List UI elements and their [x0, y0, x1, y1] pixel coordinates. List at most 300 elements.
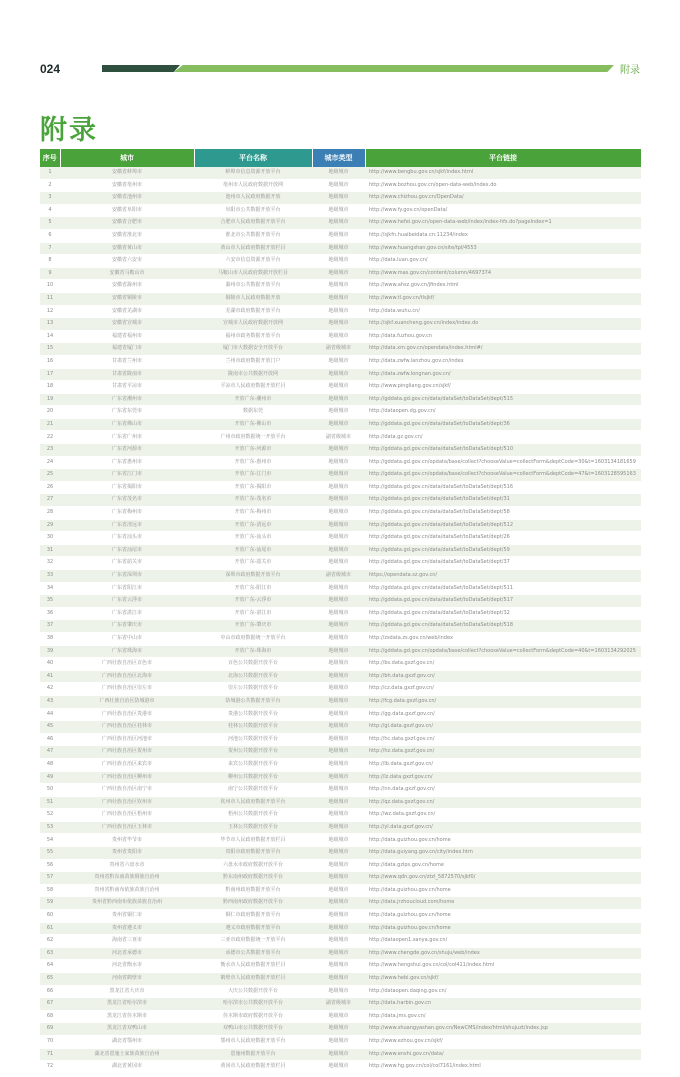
row-city-type: 地级城市: [312, 507, 365, 520]
row-platform-link[interactable]: http://data.guizhou.gov.cn/home: [365, 922, 641, 935]
row-city-type: 地级城市: [312, 985, 365, 998]
row-city: 广西壮族自治区桂林市: [60, 721, 194, 734]
row-platform-link[interactable]: http://gddata.gd.gov.cn/data/dataSet/toDataSet/dept/26: [365, 532, 641, 545]
row-city-type: 地级城市: [312, 721, 365, 734]
row-city-type: 地级城市: [312, 444, 365, 457]
row-index: 70: [40, 1035, 60, 1048]
row-city-type: 地级城市: [312, 355, 365, 368]
table-row: [40, 746, 641, 759]
row-index: 13: [40, 318, 60, 331]
row-city: 安徽省合肥市: [60, 217, 194, 230]
row-city-type: 地级城市: [312, 557, 365, 570]
row-city-type: 地级城市: [312, 809, 365, 822]
row-city-type: 地级城市: [312, 897, 365, 910]
row-platform-link[interactable]: http://www.hg.gov.cn/col/col7161/index.html: [365, 1061, 641, 1074]
row-city-type: 地级城市: [312, 834, 365, 847]
row-city-type: 地级城市: [312, 771, 365, 784]
row-platform-name: 中山市政府数据统一开放平台: [194, 632, 312, 645]
row-platform-link[interactable]: http://www.hebi.gov.cn/sjkf/: [365, 973, 641, 986]
row-city: 黑龙江省佳木斯市: [60, 1010, 194, 1023]
table-row: [40, 973, 641, 986]
row-platform-name: 开放广东-揭阳市: [194, 481, 312, 494]
row-platform-link[interactable]: http://gddata.gd.gov.cn/data/dataSet/toDataSet/dept/512: [365, 519, 641, 532]
table-row: [40, 481, 641, 494]
row-index: 41: [40, 670, 60, 683]
row-platform-link[interactable]: http://gddata.gd.gov.cn/data/dataSet/toDataSet/dept/510: [365, 444, 641, 457]
row-platform-link[interactable]: http://data.zwfw.lanzhou.gov.cn/index: [365, 355, 641, 368]
table-row: [40, 494, 641, 507]
row-platform-link[interactable]: http://gddata.gd.gov.cn/data/dataSet/toDataSet/dept/58: [365, 507, 641, 520]
row-city-type: 地级城市: [312, 683, 365, 696]
row-city: 广东省韶关市: [60, 557, 194, 570]
row-platform-link[interactable]: http://lb.data.gxzf.gov.cn/: [365, 758, 641, 771]
table-row: [40, 670, 641, 683]
table-row: [40, 683, 641, 696]
table-row: [40, 821, 641, 834]
row-platform-name: 承德市公共数据开放平台: [194, 947, 312, 960]
row-platform-link[interactable]: http://data.jrzhoucloud.com/home: [365, 897, 641, 910]
row-platform-link[interactable]: http://www.bozhou.gov.cn/open-data-web/index.do: [365, 179, 641, 192]
row-platform-name: 钦州市人民政府数据开放平台: [194, 796, 312, 809]
row-platform-link[interactable]: http://gddata.gd.gov.cn/opdata/base/collect?chooseValue=collectForm&deptCode=30&t=1603134181659: [365, 456, 641, 469]
row-index: 50: [40, 784, 60, 797]
row-platform-name: 开放广东-佛山市: [194, 418, 312, 431]
table-row: [40, 1061, 641, 1074]
table-row: [40, 947, 641, 960]
row-platform-name: 开放广东-潮州市: [194, 393, 312, 406]
row-city-type: 副省级城市: [312, 431, 365, 444]
row-platform-link[interactable]: http://data.wuhu.cn/: [365, 305, 641, 318]
row-platform-link[interactable]: http://www.shuangyashan.gov.cn/NewCMS/index/html/shujuzt/index.jsp: [365, 1023, 641, 1036]
row-platform-name: 梧州公共数据开放平台: [194, 809, 312, 822]
row-city: 广东省茂名市: [60, 494, 194, 507]
row-platform-link[interactable]: https://opendata.sz.gov.cn/: [365, 570, 641, 583]
row-platform-name: 蚌埠市信息资源开放平台: [194, 167, 312, 179]
row-platform-name: 三亚市政府数据统一开放平台: [194, 935, 312, 948]
row-platform-link[interactable]: http://www.mas.gov.cn/content/column/4697374: [365, 267, 641, 280]
row-index: 23: [40, 444, 60, 457]
row-city-type: 地级城市: [312, 582, 365, 595]
row-city: 甘肃省平凉市: [60, 381, 194, 394]
row-city-type: 地级城市: [312, 368, 365, 381]
row-city: 广东省汕尾市: [60, 544, 194, 557]
row-city-type: 地级城市: [312, 292, 365, 305]
row-platform-link[interactable]: http://dataopen.dg.gov.cn/: [365, 406, 641, 419]
row-platform-name: 开放广东-韶关市: [194, 557, 312, 570]
table-row: [40, 771, 641, 784]
row-city-type: 地级城市: [312, 1035, 365, 1048]
row-index: 5: [40, 217, 60, 230]
row-platform-link[interactable]: http://data.fuzhou.gov.cn: [365, 330, 641, 343]
row-index: 71: [40, 1048, 60, 1061]
row-index: 40: [40, 658, 60, 671]
row-city-type: 地级城市: [312, 960, 365, 973]
row-platform-name: 平凉市人民政府数据开放栏目: [194, 381, 312, 394]
table-row: [40, 645, 641, 658]
table-row: [40, 695, 641, 708]
row-city-type: 地级城市: [312, 670, 365, 683]
row-index: 6: [40, 229, 60, 242]
row-platform-link[interactable]: http://data.gzlps.gov.cn/home: [365, 859, 641, 872]
row-platform-name: 芜湖市政府数据开放平台: [194, 305, 312, 318]
row-platform-name: 贺州公共数据开放平台: [194, 746, 312, 759]
row-platform-name: 福州市政务数据开放平台: [194, 330, 312, 343]
row-platform-link[interactable]: http://www.pingliang.gov.cn/sjkf/: [365, 381, 641, 394]
row-platform-name: 数据东莞: [194, 406, 312, 419]
table-row: [40, 1023, 641, 1036]
row-platform-link[interactable]: http://dataopen.daqing.gov.cn/: [365, 985, 641, 998]
row-platform-link[interactable]: http://gddata.gd.gov.cn/data/dataSet/toDataSet/dept/59: [365, 544, 641, 557]
row-platform-name: 铜仁市政府数据开放平台: [194, 910, 312, 923]
row-platform-name: 恩施州数据开放平台: [194, 1048, 312, 1061]
table-row: [40, 343, 641, 356]
row-platform-link[interactable]: http://data.xm.gov.cn/opendata/index.html#/: [365, 343, 641, 356]
row-city-type: 地级城市: [312, 658, 365, 671]
row-platform-link[interactable]: http://data.luan.gov.cn/: [365, 255, 641, 268]
row-city-type: 地级城市: [312, 318, 365, 331]
row-platform-name: 开放广东-清远市: [194, 519, 312, 532]
row-platform-link[interactable]: http://www.tl.gov.cn/tlsjkf/: [365, 292, 641, 305]
row-index: 8: [40, 255, 60, 268]
row-city: 贵州省遵义市: [60, 922, 194, 935]
row-city: 广西壮族自治区贺州市: [60, 746, 194, 759]
row-index: 34: [40, 582, 60, 595]
row-index: 62: [40, 935, 60, 948]
row-city-type: 地级城市: [312, 910, 365, 923]
row-city-type: 地级城市: [312, 1061, 365, 1074]
table-row: [40, 242, 641, 255]
table-row: [40, 192, 641, 205]
row-index: 7: [40, 242, 60, 255]
row-city: 河南省鹤壁市: [60, 973, 194, 986]
row-city: 安徽省六安市: [60, 255, 194, 268]
row-index: 46: [40, 733, 60, 746]
row-platform-link[interactable]: http://hz.data.gxzf.gov.cn/: [365, 746, 641, 759]
row-platform-link[interactable]: http://sjkfn.huaibeidata.cn:11234/index: [365, 229, 641, 242]
row-index: 57: [40, 872, 60, 885]
row-platform-link[interactable]: http://nn.data.gxzf.gov.cn/: [365, 784, 641, 797]
table-row: [40, 897, 641, 910]
row-city: 黑龙江省哈尔滨市: [60, 998, 194, 1011]
row-platform-link[interactable]: http://gddata.gd.gov.cn/opdata/base/collect?chooseValue=collectForm&deptCode=47&t=1603128595163: [365, 469, 641, 482]
row-index: 9: [40, 267, 60, 280]
row-platform-link[interactable]: http://data.guiyang.gov.cn/city/index.htm: [365, 847, 641, 860]
row-platform-link[interactable]: http://data.gz.gov.cn/: [365, 431, 641, 444]
table-row: [40, 305, 641, 318]
row-platform-link[interactable]: http://www.bengbu.gov.cn/sjkf/index.html: [365, 167, 641, 179]
row-city: 安徽省阜阳市: [60, 204, 194, 217]
table-row: [40, 733, 641, 746]
row-platform-link[interactable]: http://yl.data.gxzf.gov.cn/: [365, 821, 641, 834]
row-platform-name: 开放广东-肇庆市: [194, 620, 312, 633]
row-platform-name: 六盘水市政府数据开放平台: [194, 859, 312, 872]
row-index: 63: [40, 947, 60, 960]
table-row: [40, 620, 641, 633]
row-platform-link[interactable]: http://www.ezhou.gov.cn/sjkf/: [365, 1035, 641, 1048]
row-city-type: 地级城市: [312, 847, 365, 860]
row-index: 25: [40, 469, 60, 482]
row-platform-name: 开放广东-茂名市: [194, 494, 312, 507]
table-row: [40, 985, 641, 998]
row-platform-link[interactable]: http://www.chengde.gov.cn/shuju/web/index: [365, 947, 641, 960]
row-index: 55: [40, 847, 60, 860]
row-platform-link[interactable]: http://dataopen1.sanya.gov.cn/: [365, 935, 641, 948]
row-city-type: 地级城市: [312, 973, 365, 986]
row-platform-name: 北海公共数据开放平台: [194, 670, 312, 683]
page-number: 024: [40, 62, 61, 76]
row-platform-link[interactable]: http://data.guizhou.gov.cn/home: [365, 884, 641, 897]
row-city-type: 地级城市: [312, 532, 365, 545]
table-row: [40, 204, 641, 217]
row-city: 广东省惠州市: [60, 456, 194, 469]
section-label: 附录: [620, 65, 640, 76]
row-platform-link[interactable]: http://www.huangshan.gov.cn/site/tpl/4553: [365, 242, 641, 255]
row-platform-link[interactable]: http://bs.data.gxzf.gov.cn/: [365, 658, 641, 671]
row-city-type: 地级城市: [312, 469, 365, 482]
row-city-type: 地级城市: [312, 418, 365, 431]
table-row: [40, 532, 641, 545]
row-city-type: 地级城市: [312, 494, 365, 507]
row-city: 河北省承德市: [60, 947, 194, 960]
row-index: 69: [40, 1023, 60, 1036]
row-platform-link[interactable]: http://gddata.gd.gov.cn/opdata/base/collect?chooseValue=collectForm&deptCode=40&t=1603134292025: [365, 645, 641, 658]
row-platform-link[interactable]: http://zsdata.zs.gov.cn/web/index: [365, 632, 641, 645]
row-city-type: 地级城市: [312, 758, 365, 771]
row-platform-link[interactable]: http://bh.data.gxzf.gov.cn/: [365, 670, 641, 683]
row-platform-name: 深圳市政府数据开放平台: [194, 570, 312, 583]
row-platform-link[interactable]: http://fcg.data.gxzf.gov.cn/: [365, 695, 641, 708]
row-city-type: 地级城市: [312, 645, 365, 658]
row-platform-link[interactable]: http://qz.data.gxzf.gov.cn/: [365, 796, 641, 809]
row-city: 广西壮族自治区河池市: [60, 733, 194, 746]
row-city: 广西壮族自治区柳州市: [60, 771, 194, 784]
row-platform-name: 合肥市人民政府数据开放平台: [194, 217, 312, 230]
table-row: [40, 758, 641, 771]
row-platform-name: 玉林公共数据开放平台: [194, 821, 312, 834]
row-city: 甘肃省兰州市: [60, 355, 194, 368]
table-row: [40, 519, 641, 532]
row-index: 14: [40, 330, 60, 343]
row-city-type: 地级城市: [312, 872, 365, 885]
row-city-type: 地级城市: [312, 406, 365, 419]
row-city: 广东省珠海市: [60, 645, 194, 658]
row-platform-link[interactable]: http://gddata.gd.gov.cn/data/dataSet/toDataSet/dept/511: [365, 582, 641, 595]
row-index: 29: [40, 519, 60, 532]
row-platform-link[interactable]: http://sjkf.xuancheng.gov.cn/index/index.do: [365, 318, 641, 331]
row-city: 广东省肇庆市: [60, 620, 194, 633]
table-row: [40, 834, 641, 847]
row-city: 安徽省黄山市: [60, 242, 194, 255]
table-row: [40, 544, 641, 557]
row-platform-name: 开放广东-湛江市: [194, 607, 312, 620]
row-platform-link[interactable]: http://cz.data.gxzf.gov.cn/: [365, 683, 641, 696]
row-platform-link[interactable]: http://gddata.gd.gov.cn/data/dataSet/toDataSet/dept/37: [365, 557, 641, 570]
row-index: 51: [40, 796, 60, 809]
row-city: 广西壮族自治区梧州市: [60, 809, 194, 822]
row-index: 67: [40, 998, 60, 1011]
row-platform-link[interactable]: http://www.ahsz.gov.cn/jfindex.html: [365, 280, 641, 293]
row-index: 45: [40, 721, 60, 734]
row-platform-link[interactable]: http://gddata.gd.gov.cn/data/dataSet/toDataSet/dept/516: [365, 481, 641, 494]
row-city-type: 地级城市: [312, 381, 365, 394]
row-city: 湖北省鄂州市: [60, 1035, 194, 1048]
table-row: [40, 444, 641, 457]
row-index: 44: [40, 708, 60, 721]
table-row: [40, 456, 641, 469]
row-platform-link[interactable]: http://data.guizhou.gov.cn/home: [365, 834, 641, 847]
header-city: 城市: [60, 149, 194, 167]
row-platform-link[interactable]: http://www.qdn.gov.cn/ztzl_5872570/sjkf0/: [365, 872, 641, 885]
row-index: 38: [40, 632, 60, 645]
row-city-type: 地级城市: [312, 456, 365, 469]
row-city: 湖北省恩施土家族苗族自治州: [60, 1048, 194, 1061]
row-index: 42: [40, 683, 60, 696]
row-platform-name: 黔南州政府数据开放平台: [194, 884, 312, 897]
table-row: [40, 884, 641, 897]
row-platform-link[interactable]: http://www.enshi.gov.cn/data/: [365, 1048, 641, 1061]
row-platform-name: 衡水市人民政府数据开放栏目: [194, 960, 312, 973]
row-city: 安徽省池州市: [60, 192, 194, 205]
row-city: 广东省佛山市: [60, 418, 194, 431]
row-platform-name: 哈尔滨市公共数据开放平台: [194, 998, 312, 1011]
row-platform-link[interactable]: http://www.hengshui.gov.cn/col/col411/index.html: [365, 960, 641, 973]
row-city: 广东省云浮市: [60, 595, 194, 608]
row-city: 甘肃省陇南市: [60, 368, 194, 381]
row-index: 18: [40, 381, 60, 394]
table-row: [40, 431, 641, 444]
row-platform-name: 来宾公共数据开放平台: [194, 758, 312, 771]
table-row: [40, 229, 641, 242]
row-index: 72: [40, 1061, 60, 1074]
row-city-type: 地级城市: [312, 935, 365, 948]
row-city-type: 地级城市: [312, 544, 365, 557]
row-platform-name: 贵港公共数据开放平台: [194, 708, 312, 721]
table-row: [40, 910, 641, 923]
row-platform-name: 鹤壁市人民政府数据开放栏目: [194, 973, 312, 986]
row-platform-name: 贵阳市政府数据开放平台: [194, 847, 312, 860]
row-index: 56: [40, 859, 60, 872]
table-row: [40, 847, 641, 860]
row-platform-name: 亳州市人民政府数据开放网: [194, 179, 312, 192]
row-platform-link[interactable]: http://data.zwfw.longnan.gov.cn/: [365, 368, 641, 381]
row-index: 60: [40, 910, 60, 923]
row-platform-name: 马鞍山市人民政府数据开放栏目: [194, 267, 312, 280]
row-index: 49: [40, 771, 60, 784]
row-index: 64: [40, 960, 60, 973]
row-platform-link[interactable]: http://gddata.gd.gov.cn/data/dataSet/toDataSet/dept/518: [365, 620, 641, 633]
row-city-type: 地级城市: [312, 922, 365, 935]
row-platform-name: 兰州市政府数据开放门户: [194, 355, 312, 368]
row-platform-name: 宣城市人民政府数据开放网: [194, 318, 312, 331]
row-platform-link[interactable]: http://gddata.gd.gov.cn/data/dataSet/toDataSet/dept/36: [365, 418, 641, 431]
row-city: 安徽省马鞍山市: [60, 267, 194, 280]
table-body: [40, 167, 641, 1073]
table-row: [40, 217, 641, 230]
row-index: 22: [40, 431, 60, 444]
row-platform-link[interactable]: http://www.hefei.gov.cn/open-data-web/index/index-hfs.do?pageIndex=1: [365, 217, 641, 230]
row-platform-name: 池州市人民政府数据开放: [194, 192, 312, 205]
row-platform-name: 鄂州市人民政府数据开放平台: [194, 1035, 312, 1048]
row-platform-name: 黄冈市人民政府数据开放栏目: [194, 1061, 312, 1074]
row-platform-link[interactable]: http://data.harbin.gov.cn: [365, 998, 641, 1011]
row-platform-link[interactable]: http://gg.data.gxzf.gov.cn/: [365, 708, 641, 721]
row-index: 12: [40, 305, 60, 318]
table-header-row: [40, 149, 641, 167]
table-row: [40, 721, 641, 734]
row-city-type: 地级城市: [312, 519, 365, 532]
row-index: 27: [40, 494, 60, 507]
row-city-type: 地级城市: [312, 695, 365, 708]
table-row: [40, 330, 641, 343]
row-platform-link[interactable]: http://gddata.gd.gov.cn/data/dataSet/toDataSet/dept/31: [365, 494, 641, 507]
page-title: 附录: [40, 115, 98, 146]
table-row: [40, 406, 641, 419]
row-platform-link[interactable]: http://data.guizhou.gov.cn/home: [365, 910, 641, 923]
row-platform-link[interactable]: http://www.fy.gov.cn/openData/: [365, 204, 641, 217]
table-row: [40, 469, 641, 482]
row-city: 安徽省宣城市: [60, 318, 194, 331]
row-platform-link[interactable]: http://gl.data.gxzf.gov.cn/: [365, 721, 641, 734]
row-platform-link[interactable]: http://data.jms.gov.cn/: [365, 1010, 641, 1023]
row-platform-name: 黔东南州政府数据开放平台: [194, 872, 312, 885]
row-platform-name: 开放广东-阳江市: [194, 582, 312, 595]
row-city-type: 地级城市: [312, 192, 365, 205]
table-row: [40, 872, 641, 885]
row-platform-name: 崇左公共数据开放平台: [194, 683, 312, 696]
row-city-type: 副省级城市: [312, 998, 365, 1011]
row-platform-name: 双鸭山市公共数据开放平台: [194, 1023, 312, 1036]
row-platform-name: 淮北市公共数据开放平台: [194, 229, 312, 242]
table-row: [40, 595, 641, 608]
row-platform-link[interactable]: http://gddata.gd.gov.cn/data/dataSet/toDataSet/dept/515: [365, 393, 641, 406]
row-platform-name: 六安市信息资源开放平台: [194, 255, 312, 268]
row-index: 1: [40, 167, 60, 179]
row-index: 43: [40, 695, 60, 708]
row-city-type: 地级城市: [312, 746, 365, 759]
row-index: 2: [40, 179, 60, 192]
row-city: 广西壮族自治区来宾市: [60, 758, 194, 771]
row-city: 广西壮族自治区北海市: [60, 670, 194, 683]
row-city: 广东省江门市: [60, 469, 194, 482]
row-platform-link[interactable]: http://gddata.gd.gov.cn/data/dataSet/toDataSet/dept/517: [365, 595, 641, 608]
row-city: 广东省梅州市: [60, 507, 194, 520]
row-city: 广东省阳江市: [60, 582, 194, 595]
row-platform-name: 开放广东-江门市: [194, 469, 312, 482]
row-platform-name: 桂林公共数据开放平台: [194, 721, 312, 734]
row-city: 黑龙江省大庆市: [60, 985, 194, 998]
row-platform-link[interactable]: http://lz.data.gxzf.gov.cn/: [365, 771, 641, 784]
table-row: [40, 267, 641, 280]
table-row: [40, 658, 641, 671]
table-row: [40, 632, 641, 645]
row-city: 河北省衡水市: [60, 960, 194, 973]
row-city-type: 地级城市: [312, 229, 365, 242]
header-city-type: 城市类型: [312, 149, 365, 167]
row-platform-link[interactable]: http://hc.data.gxzf.gov.cn/: [365, 733, 641, 746]
row-index: 30: [40, 532, 60, 545]
row-platform-link[interactable]: http://wz.data.gxzf.gov.cn/: [365, 809, 641, 822]
row-platform-name: 广州市政府数据统一开放平台: [194, 431, 312, 444]
row-index: 52: [40, 809, 60, 822]
row-platform-link[interactable]: http://www.chizhou.gov.cn/OpenData/: [365, 192, 641, 205]
row-city-type: 地级城市: [312, 393, 365, 406]
table-row: [40, 607, 641, 620]
row-platform-name: 百色公共数据开放平台: [194, 658, 312, 671]
row-city: 贵州省毕节市: [60, 834, 194, 847]
row-platform-name: 陇南市公共数据开放网: [194, 368, 312, 381]
row-platform-link[interactable]: http://gddata.gd.gov.cn/data/dataSet/toDataSet/dept/32: [365, 607, 641, 620]
row-platform-name: 佳木斯市政府数据开放平台: [194, 1010, 312, 1023]
